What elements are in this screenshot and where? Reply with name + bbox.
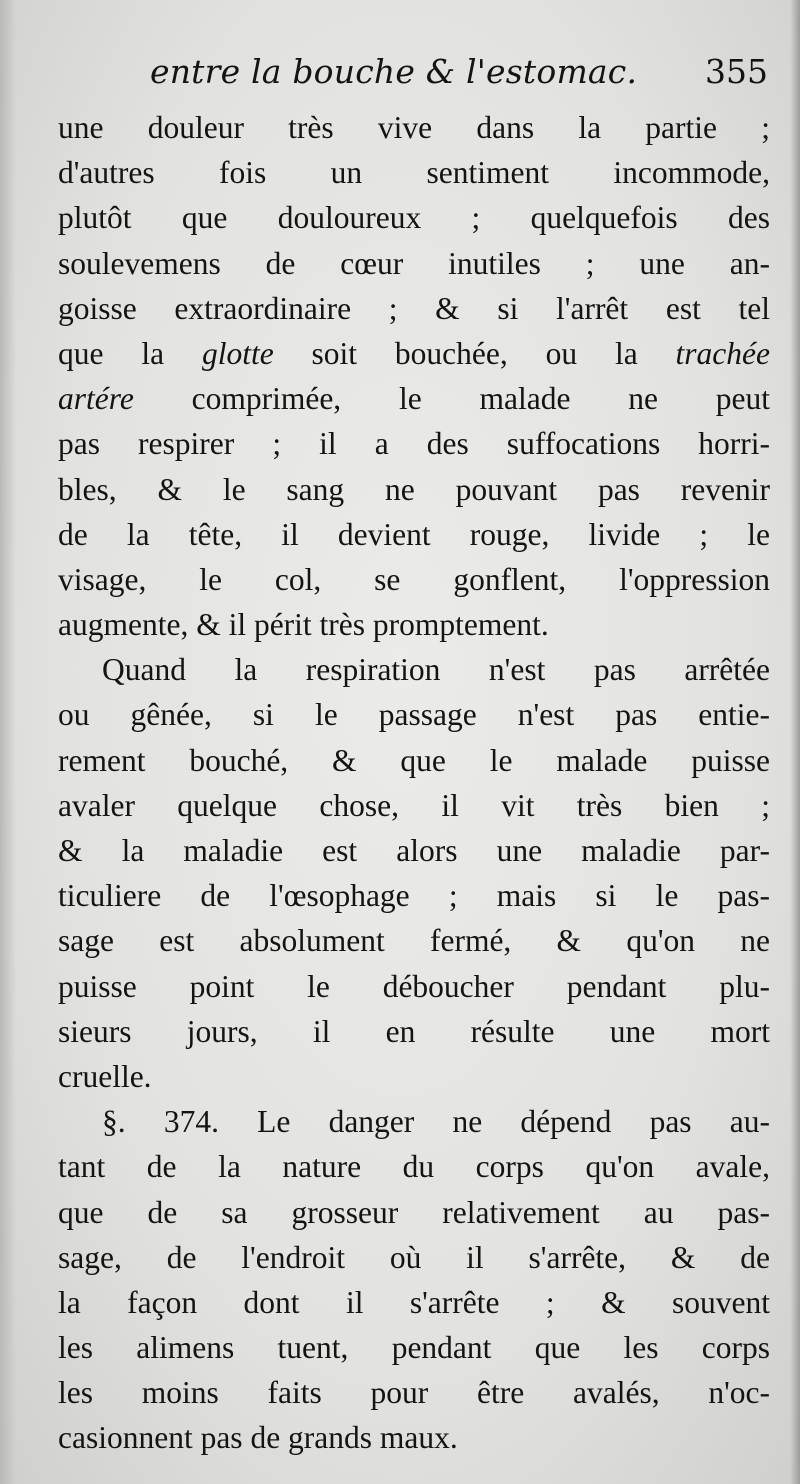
text-line: tant de la nature du corps qu'on avale, bbox=[58, 1149, 770, 1185]
text-line: la façon dont il s'arrête ; & souvent bbox=[58, 1284, 770, 1320]
text-line: ticuliere de l'œsophage ; mais si le pas- bbox=[58, 878, 770, 914]
text-line: goisse extraordinaire ; & si l'arrêt est tel bbox=[58, 290, 770, 326]
text-line: cruelle. bbox=[58, 1058, 152, 1094]
text-line: sieurs jours, il en résulte une mort bbox=[58, 1013, 770, 1049]
paragraph-first-line: Quand la respiration n'est pas arrêtée bbox=[102, 652, 770, 688]
page-number: 355 bbox=[705, 52, 768, 91]
italic-term: trachée bbox=[675, 335, 770, 371]
text-line: artére comprimée, le malade ne peut bbox=[58, 381, 770, 417]
text-line: plutôt que douloureux ; quelquefois des bbox=[58, 200, 770, 236]
section-first-line: §. 374. Le danger ne dépend pas au- bbox=[102, 1104, 770, 1140]
text-line: de la tête, il devient rouge, livide ; le bbox=[58, 516, 770, 552]
text-line: augmente, & il périt très promptement. bbox=[58, 607, 549, 643]
text-line: puisse point le déboucher pendant plu- bbox=[58, 968, 770, 1004]
text-line: soulevemens de cœur inutiles ; une an- bbox=[58, 245, 770, 281]
italic-term: artére bbox=[58, 381, 134, 417]
text-line: que de sa grosseur relativement au pas- bbox=[58, 1194, 770, 1230]
text-line: que la glotte soit bouchée, ou la trachée bbox=[58, 335, 770, 371]
body-text bbox=[58, 105, 770, 1461]
text-line: & la maladie est alors une maladie par- bbox=[58, 833, 770, 868]
text-line: sage est absolument fermé, & qu'on ne bbox=[58, 923, 770, 959]
text-line: sage, de l'endroit où il s'arrête, & de bbox=[58, 1239, 770, 1275]
text-line: pas respirer ; il a des suffocations horri- bbox=[58, 426, 770, 462]
text-line: visage, le col, se gonflent, l'oppression bbox=[58, 561, 770, 597]
running-head: entre la bouche & l'estomac. bbox=[150, 52, 638, 91]
page-edge-shadow bbox=[790, 0, 800, 1484]
text-line: casionnent pas de grands maux. bbox=[58, 1420, 458, 1456]
text-line: d'autres fois un sentiment incommode, bbox=[58, 155, 770, 191]
text-line: ou gênée, si le passage n'est pas entie- bbox=[58, 697, 770, 733]
text-line: les moins faits pour être avalés, n'oc- bbox=[58, 1375, 770, 1411]
text-line: bles, & le sang ne pouvant pas revenir bbox=[58, 471, 770, 507]
text-line: une douleur très vive dans la partie ; bbox=[58, 110, 770, 145]
page-gutter-shadow bbox=[0, 0, 16, 1484]
page-header bbox=[58, 52, 768, 102]
italic-term: glotte bbox=[201, 335, 274, 371]
text-line: avaler quelque chose, il vit très bien ; bbox=[58, 787, 770, 823]
text-line: rement bouché, & que le malade puisse bbox=[58, 742, 770, 778]
text-line: les alimens tuent, pendant que les corps bbox=[58, 1330, 770, 1366]
